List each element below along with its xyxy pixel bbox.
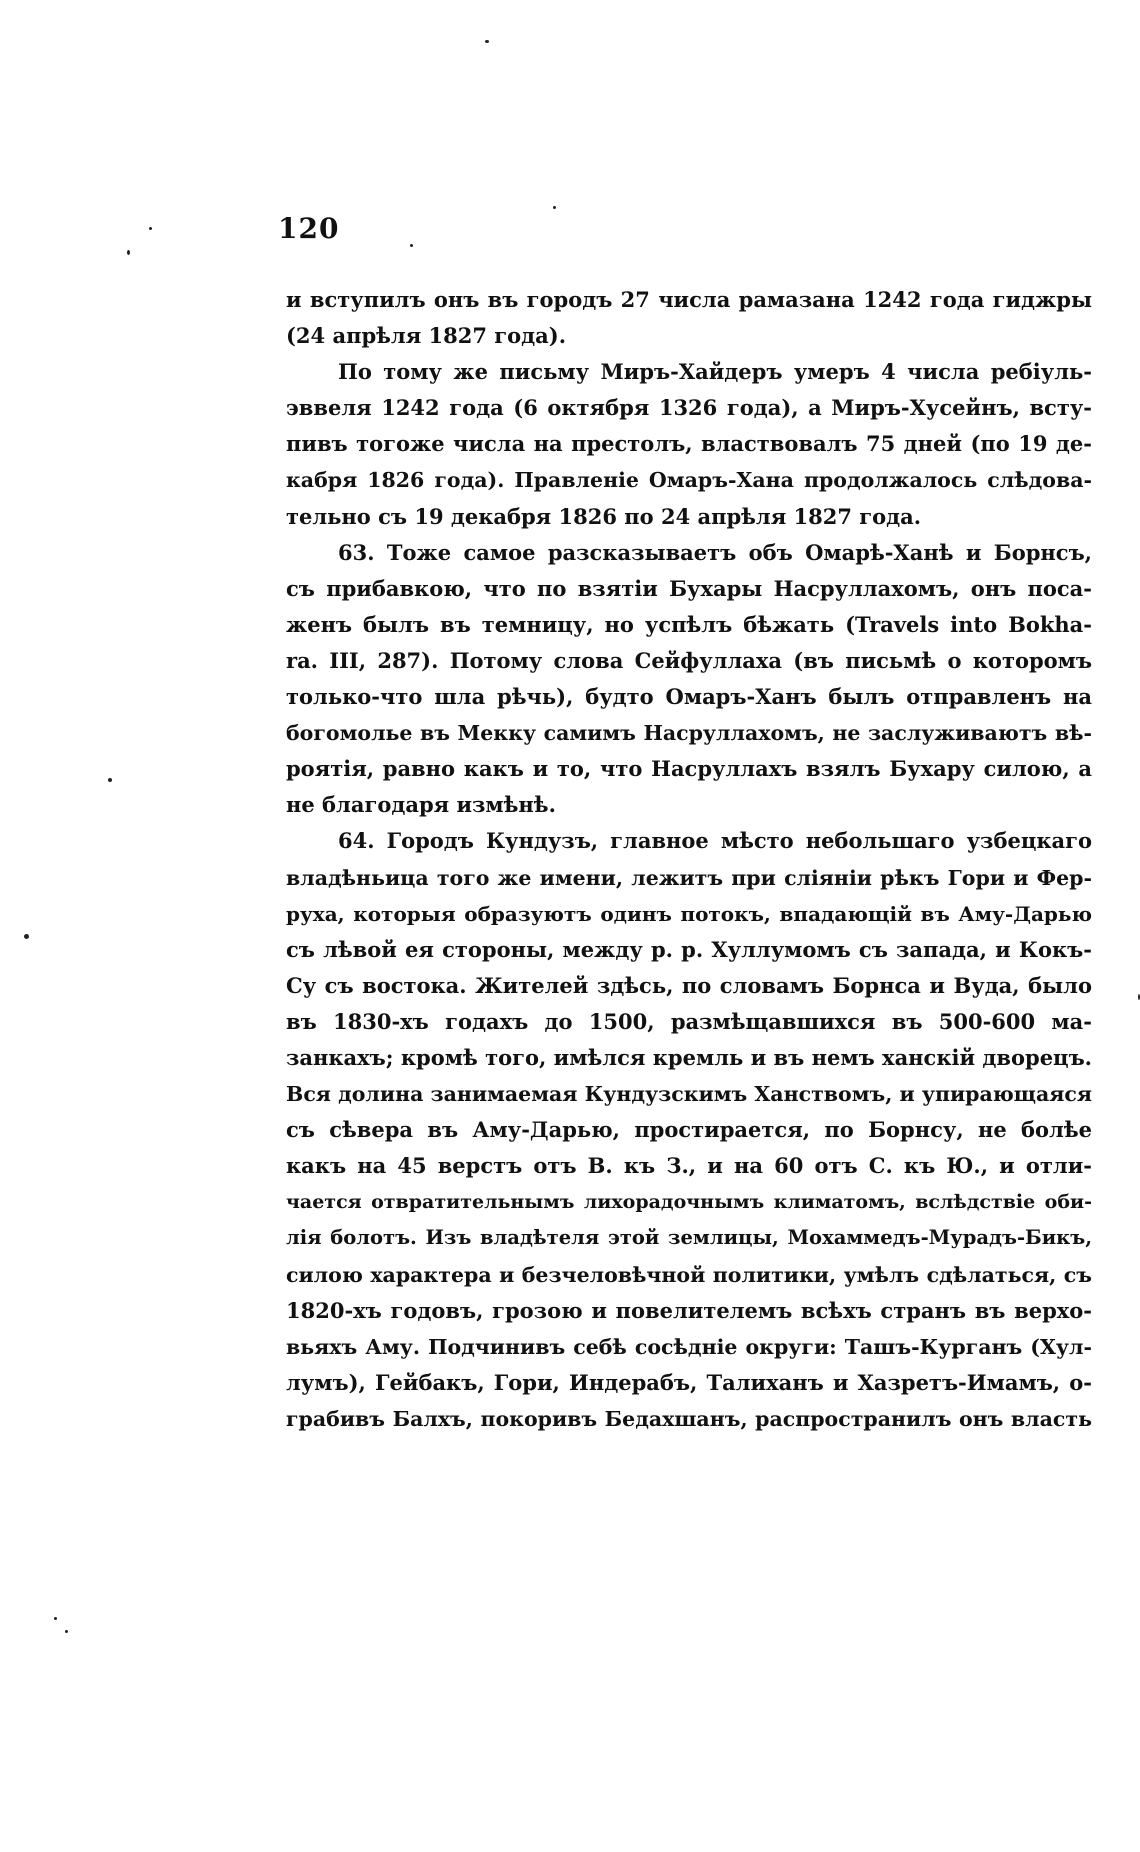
text-line: и вступилъ онъ въ городъ 27 числа рамазана 1242 года гиджры [286,287,1092,312]
scan-speck [127,250,130,255]
scan-speck [108,778,112,782]
text-line: какъ на 45 верстъ отъ В. къ З., и на 60 отъ С. къ Ю., и отли- [286,1153,1092,1179]
scan-speck [553,206,556,209]
text-line: владѣньица того же имени, лежитъ при сліяніи рѣкъ Гори и Фер- [286,865,1092,890]
scan-speck [485,40,489,43]
text-line: женъ былъ въ темницу, но успѣлъ бѣжать (Travels into Bokha- [286,611,1092,637]
text-line: не благодаря измѣнѣ. [286,792,556,818]
scan-speck [65,1630,68,1633]
text-line: руха, которыя образуютъ одинъ потокъ, впадающій въ Аму-Дарью [286,901,1092,926]
body-text [286,282,1092,1437]
text-line: кабря 1826 года). Правленіе Омаръ-Хана продолжалось слѣдова- [286,468,1092,493]
text-line: эввеля 1242 года (6 октября 1326 года), а Миръ-Хусейнъ, всту- [286,395,1092,421]
text-line: занкахъ; кромѣ того, имѣлся кремль и въ немъ ханскій дворецъ. [286,1044,1092,1070]
text-line: съ лѣвой ея стороны, между р. р. Хуллумомъ съ запада, и Кокъ- [286,936,1092,962]
text-line: (24 апрѣля 1827 года). [286,323,567,349]
text-line: богомолье въ Мекку самимъ Насруллахомъ, не заслуживаютъ вѣ- [286,721,1092,746]
text-line: 64. Городъ Кундузъ, главное мѣсто небольшаго узбецкаго [338,828,1092,854]
text-line: силою характера и безчеловѣчной политики, умѣлъ сдѣлаться, съ [286,1262,1092,1287]
text-line: только-что шла рѣчь), будто Омаръ-Ханъ былъ отправленъ на [286,684,1092,710]
text-line: лумъ), Гейбакъ, Гори, Индерабъ, Талиханъ и Хазретъ-Имамъ, о- [286,1369,1092,1395]
scan-speck [410,244,413,247]
text-line: 1820-хъ годовъ, грозою и повелителемъ всѣхъ странъ въ верхо- [286,1297,1092,1323]
text-line: ra. III, 287). Потому слова Сейфуллаха (въ письмѣ о которомъ [286,647,1092,673]
text-line: По тому же письму Миръ-Хайдеръ умеръ 4 числа ребіуль- [338,359,1092,385]
text-line: 63. Тоже самое разсказываетъ объ Омарѣ-Ханѣ и Борнсъ, [338,539,1092,565]
scan-speck [54,1617,57,1620]
text-line: пивъ тогоже числа на престолъ, властвовалъ 75 дней (по 19 де- [286,431,1092,457]
text-line: Вся долина занимаемая Кундузскимъ Ханствомъ, и упирающаяся [286,1082,1092,1107]
text-line: съ сѣвера въ Аму-Дарью, простирается, по Борнсу, не болѣе [286,1117,1092,1143]
scan-speck [149,227,152,230]
text-line: Су съ востока. Жителей здѣсь, по словамъ Борнса и Вуда, было [286,972,1092,998]
scan-speck [24,934,29,939]
text-line: въ 1830-хъ годахъ до 1500, размѣщавшихся въ 500-600 ма- [286,1008,1092,1034]
text-line: лія болотъ. Изъ владѣтеля этой землицы, Мохаммедъ-Мурадъ-Бикъ, [286,1226,1092,1250]
text-line: грабивъ Балхъ, покоривъ Бедахшанъ, распространилъ онъ власть [286,1406,1092,1431]
page-number: 120 [278,212,340,245]
text-line: чается отвратительнымъ лихорадочнымъ климатомъ, вслѣдствіе оби- [286,1191,1092,1214]
text-line: тельно съ 19 декабря 1826 по 24 апрѣля 1827 года. [286,503,922,529]
text-line: съ прибавкою, что по взятіи Бухары Насруллахомъ, онъ поса- [286,575,1092,601]
text-line: вьяхъ Аму. Подчинивъ себѣ сосѣдніе округи: Ташъ-Курганъ (Хул- [286,1334,1092,1359]
text-line: роятія, равно какъ и то, что Насруллахъ взялъ Бухару силою, а [286,756,1092,782]
